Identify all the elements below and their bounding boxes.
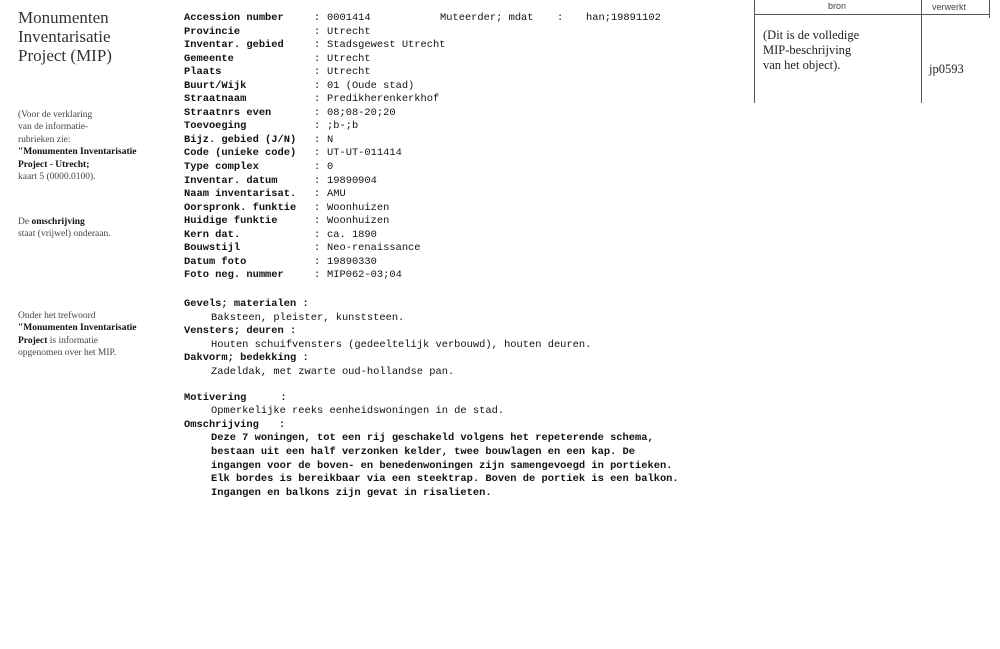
field-separator: :	[314, 12, 321, 24]
field-label: Provincie	[184, 25, 241, 38]
note-line: (Voor de verklaring	[18, 110, 93, 120]
note-text: De	[18, 217, 32, 227]
keyword-note	[18, 310, 136, 360]
field-value: 19890330	[327, 255, 377, 268]
field-separator: :	[314, 174, 321, 187]
section-text-vensters: Houten schuifvensters (gedeeltelijk verbouwd), houten deuren.	[211, 338, 592, 351]
note-line: staat (vrijwel) onderaan.	[18, 229, 111, 240]
note-bold: omschrijving	[31, 217, 85, 227]
description-note	[18, 216, 111, 241]
box-divider	[921, 0, 922, 103]
legend-note	[18, 109, 136, 183]
field-value: 0001414	[327, 12, 371, 24]
field-separator: :	[314, 133, 321, 146]
note-bold: "Monumenten Inventarisatie	[18, 147, 137, 158]
section-text-dakvorm: Zadeldak, met zwarte oud-hollandse pan.	[211, 365, 455, 378]
box-header-line	[754, 14, 990, 15]
field-separator: :	[314, 147, 321, 160]
note-line: opgenomen over het MIP.	[18, 348, 117, 359]
note-bold: "Monumenten Inventarisatie	[18, 323, 137, 334]
field-label: Bijz. gebied (J/N)	[184, 133, 297, 146]
box-code: jp0593	[929, 62, 964, 76]
section-text-gevels: Baksteen, pleister, kunststeen.	[211, 311, 405, 324]
mip-title-line: Monumenten	[18, 8, 109, 27]
field-label: Kern dat.	[184, 228, 241, 241]
section-heading-vensters: Vensters; deuren :	[184, 325, 297, 338]
section-text-motivering: Opmerkelijke reeks eenheidswoningen in de stad.	[211, 405, 505, 418]
field-value: Utrecht	[327, 52, 371, 65]
field-label: Accession number	[184, 12, 284, 24]
field-value: Utrecht	[327, 66, 371, 79]
field-label: Bouwstijl	[184, 242, 241, 255]
field-value: N	[327, 133, 334, 146]
field-value: Neo-renaissance	[327, 242, 421, 255]
field-value: Predikherenkerkhof	[327, 93, 440, 106]
field-separator: :	[314, 79, 321, 92]
note-text: is informatie	[47, 335, 99, 346]
box-note-line: van het object).	[763, 58, 841, 72]
omschrijving-line: Ingangen en balkons zijn gevat in risalieten.	[211, 486, 492, 499]
record-sections	[184, 298, 679, 500]
field-separator: :	[314, 161, 321, 174]
field-separator: :	[314, 269, 321, 282]
field-label: Gemeente	[184, 52, 234, 65]
box-note-line: MIP-beschrijving	[763, 43, 852, 57]
field-label: Straatnaam	[184, 93, 247, 106]
muteerder-value: han;19891102	[586, 12, 661, 24]
muteerder-label: Muteerder; mdat	[440, 12, 534, 24]
field-separator: :	[314, 120, 321, 133]
note-bold: Project - Utrecht;	[18, 159, 90, 170]
omschrijving-line: ingangen voor de boven- en benedenwoningen zijn samengevoegd in portieken.	[211, 459, 673, 472]
box-border-right	[989, 0, 990, 18]
field-separator: :	[314, 242, 321, 255]
field-label: Naam inventarisat.	[184, 188, 297, 201]
field-value: ;b-;b	[327, 120, 359, 133]
section-heading-motivering: Motivering :	[184, 391, 287, 404]
header-bron: bron	[828, 1, 847, 11]
source-box	[754, 0, 990, 103]
field-separator: :	[314, 201, 321, 214]
field-label: Type complex	[184, 161, 259, 174]
field-value: 08;08-20;20	[327, 106, 396, 119]
field-separator: :	[314, 215, 321, 228]
field-separator: :	[314, 66, 321, 79]
field-label: Datum foto	[184, 255, 247, 268]
section-heading-omschrijving: Omschrijving :	[184, 418, 286, 431]
box-note	[763, 28, 859, 73]
field-value: Stadsgewest Utrecht	[327, 39, 446, 52]
field-value: Woonhuizen	[327, 215, 390, 228]
field-label: Inventar. gebied	[184, 39, 284, 52]
section-heading-gevels: Gevels; materialen :	[184, 298, 309, 310]
box-note-line: (Dit is de volledige	[763, 28, 860, 42]
field-separator: :	[314, 39, 321, 52]
field-value: 0	[327, 161, 334, 174]
field-separator: :	[314, 106, 321, 119]
note-line: van de informatie-	[18, 122, 89, 133]
field-value: UT-UT-011414	[327, 147, 402, 160]
heading-text: Omschrijving	[184, 418, 259, 431]
field-value: Utrecht	[327, 25, 371, 38]
field-separator: :	[557, 12, 564, 24]
field-label: Toevoeging	[184, 120, 247, 133]
omschrijving-line: bestaan uit een half verzonken kelder, twee bouwlagen en een kap. De	[211, 445, 636, 458]
field-label: Buurt/Wijk	[184, 79, 247, 92]
note-line: rubrieken zie:	[18, 134, 71, 145]
field-label: Oorspronk. funktie	[184, 201, 297, 214]
mip-title-line: Project (MIP)	[18, 46, 112, 65]
field-separator: :	[314, 188, 321, 201]
field-label: Foto neg. nummer	[184, 269, 284, 282]
field-separator: :	[314, 228, 321, 241]
field-value: Woonhuizen	[327, 201, 390, 214]
field-label: Straatnrs even	[184, 106, 272, 119]
field-separator: :	[314, 52, 321, 65]
header-verwerkt: verwerkt	[932, 2, 967, 12]
field-value: 19890904	[327, 174, 377, 187]
note-line: kaart 5 (0000.0100).	[18, 172, 96, 183]
field-value: AMU	[327, 188, 346, 201]
section-heading-dakvorm: Dakvorm; bedekking :	[184, 352, 309, 365]
field-label: Inventar. datum	[184, 174, 278, 187]
field-separator: :	[314, 93, 321, 106]
field-separator: :	[314, 25, 321, 38]
field-label: Huidige funktie	[184, 215, 278, 228]
box-border-left	[754, 0, 755, 103]
field-label: Plaats	[184, 66, 222, 79]
field-value: MIP062-03;04	[327, 269, 402, 282]
field-value: 01 (Oude stad)	[327, 79, 415, 92]
field-label: Code (unieke code)	[184, 147, 297, 160]
omschrijving-line: Elk bordes is bereikbaar via een steektrap. Boven de portiek is een balkon.	[211, 473, 679, 486]
field-separator: :	[314, 255, 321, 268]
note-bold: Project	[18, 335, 48, 346]
omschrijving-line: Deze 7 woningen, tot een rij geschakeld volgens het repeterende schema,	[211, 432, 654, 445]
mip-title-line: Inventarisatie	[18, 27, 111, 46]
note-line: Onder het trefwoord	[18, 311, 96, 321]
field-value: ca. 1890	[327, 228, 377, 241]
heading-text: Motivering	[184, 391, 247, 404]
mip-title	[18, 8, 112, 65]
